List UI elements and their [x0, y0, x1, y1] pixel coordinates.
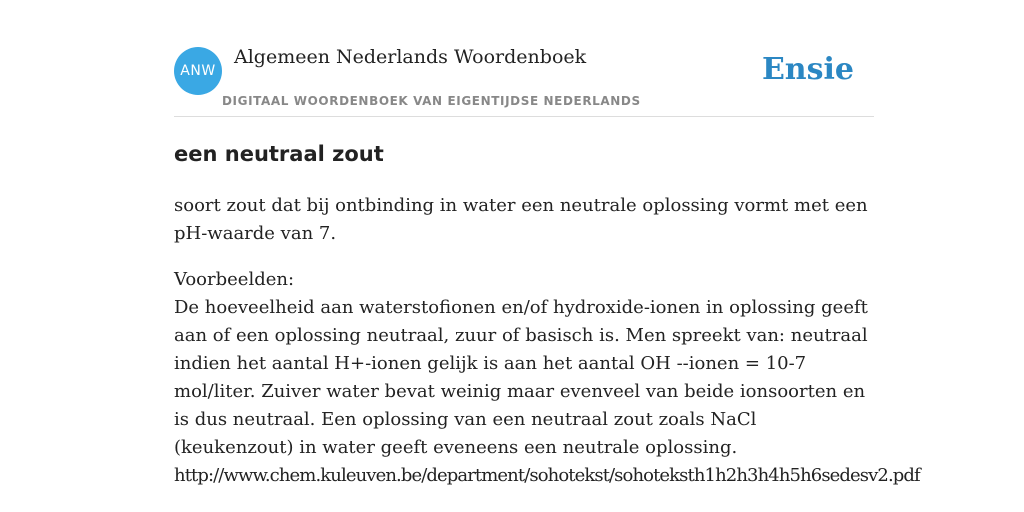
entry-content: [174, 140, 920, 490]
site-header: [174, 0, 874, 117]
ensie-logo[interactable]: Ensie: [761, 52, 854, 87]
example-text: De hoeveelheid aan waterstofionen en/of hydroxide-ionen in oplossing geeft aan of een oplossing neutraal, zuur of basisch is. Men spreekt van: neutraal indien het aantal H+-ionen gelijk is aan het aantal OH --ionen = 10-7 mol/liter. Zuiver water bevat weinig maar evenveel van beide ionsoorten en is dus neutraal. Een oplossing van een neutraal zout zoals NaCl (keukenzout) in water geeft eveneens een neutrale oplossing.: [174, 297, 868, 458]
entry-definition: soort zout dat bij ontbinding in water een neutrale oplossing vormt met een pH-waarde van 7.: [174, 195, 868, 244]
dictionary-subtitle: DIGITAAL WOORDENBOEK VAN EIGENTIJDSE NEDERLANDS: [222, 94, 641, 108]
dictionary-title[interactable]: Algemeen Nederlands Woordenboek: [234, 46, 587, 68]
entry-headword: een neutraal zout: [174, 142, 384, 166]
example-source-link[interactable]: http://www.chem.kuleuven.be/department/sohotekst/sohoteksth1h2h3h4h5h6sedesv2.pdf: [174, 465, 920, 486]
anw-logo[interactable]: ANW: [174, 47, 222, 95]
examples-label: Voorbeelden:: [174, 269, 295, 290]
